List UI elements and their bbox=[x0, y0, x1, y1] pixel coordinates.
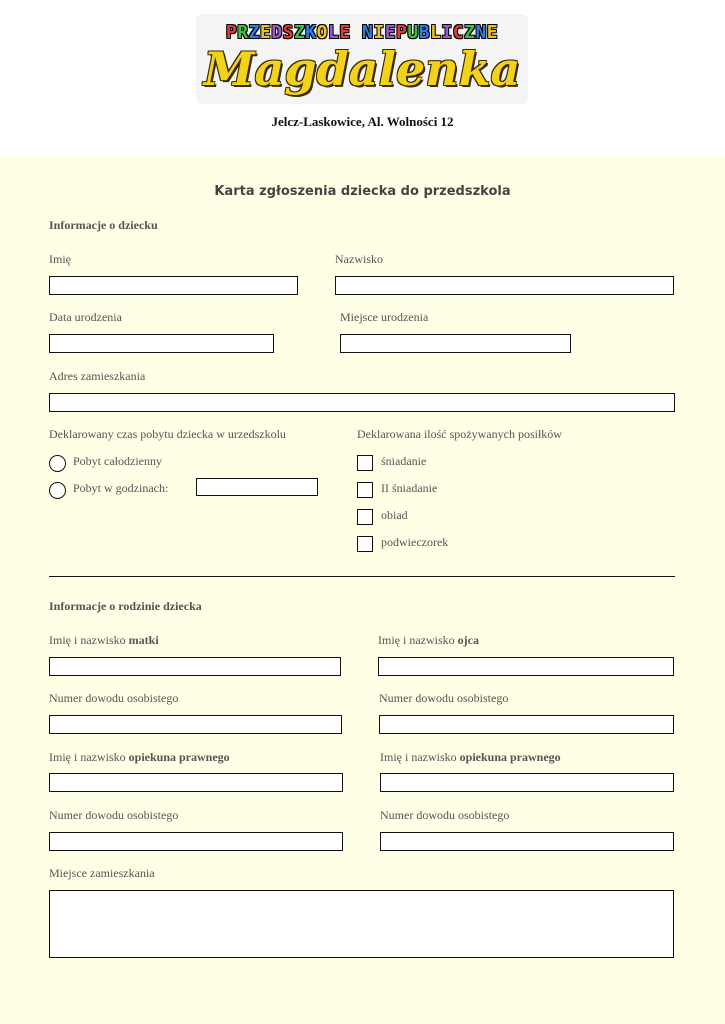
residence-label: Miejsce zamieszkania bbox=[49, 866, 155, 880]
stay-full-day-radio[interactable] bbox=[49, 455, 66, 472]
meal-breakfast-label: śniadanie bbox=[381, 454, 427, 468]
guardian-1-name-field[interactable] bbox=[49, 773, 343, 792]
birth-place-field[interactable] bbox=[340, 334, 571, 353]
preschool-logo bbox=[196, 14, 528, 104]
meals-label: Deklarowana ilość spożywanych posiłków bbox=[357, 427, 562, 441]
first-name-field[interactable] bbox=[49, 276, 298, 295]
residence-textarea[interactable] bbox=[49, 890, 674, 958]
father-name-field[interactable] bbox=[378, 657, 674, 676]
meal-lunch-label: obiad bbox=[381, 508, 408, 522]
stay-hours-field[interactable] bbox=[196, 478, 318, 496]
logo-main-text: Magdalenka bbox=[203, 42, 521, 96]
father-id-field[interactable] bbox=[379, 715, 674, 734]
birth-place-label: Miejsce urodzenia bbox=[340, 310, 429, 324]
logo-top-text: PRZEDSZKOLE NIEPUBLICZNE bbox=[225, 22, 499, 43]
address-field[interactable] bbox=[49, 393, 675, 412]
guardian-2-id-label: Numer dowodu osobistego bbox=[380, 808, 510, 822]
mother-id-field[interactable] bbox=[49, 715, 342, 734]
birth-date-label: Data urodzenia bbox=[49, 310, 122, 324]
guardian-2-id-field[interactable] bbox=[380, 832, 674, 851]
guardian-2-name-label: Imię i nazwisko opiekuna prawnego bbox=[380, 750, 561, 764]
stay-full-day-label: Pobyt całodzienny bbox=[73, 454, 162, 468]
mother-id-label: Numer dowodu osobistego bbox=[49, 691, 179, 705]
meal-second-breakfast-label: II śniadanie bbox=[381, 481, 438, 495]
guardian-1-id-label: Numer dowodu osobistego bbox=[49, 808, 179, 822]
guardian-1-id-field[interactable] bbox=[49, 832, 343, 851]
stay-hours-label: Pobyt w godzinach: bbox=[73, 481, 169, 495]
meal-lunch-checkbox[interactable] bbox=[357, 509, 373, 525]
father-id-label: Numer dowodu osobistego bbox=[379, 691, 509, 705]
birth-date-field[interactable] bbox=[49, 334, 274, 353]
page-header bbox=[0, 0, 725, 156]
meal-afternoon-snack-checkbox[interactable] bbox=[357, 536, 373, 552]
form-title: Karta zgłoszenia dziecka do przedszkola bbox=[214, 184, 511, 199]
meal-second-breakfast-checkbox[interactable] bbox=[357, 482, 373, 498]
father-name-label: Imię i nazwisko ojca bbox=[378, 633, 479, 647]
stay-hours-radio[interactable] bbox=[49, 482, 66, 499]
meal-breakfast-checkbox[interactable] bbox=[357, 455, 373, 471]
section-divider bbox=[49, 576, 675, 577]
child-section-heading: Informacje o dziecku bbox=[49, 218, 158, 232]
family-section-heading: Informacje o rodzinie dziecka bbox=[49, 599, 202, 613]
address-label: Adres zamieszkania bbox=[49, 369, 146, 383]
stay-duration-label: Deklarowany czas pobytu dziecka w urzedszkolu bbox=[49, 427, 286, 441]
last-name-field[interactable] bbox=[335, 276, 674, 295]
mother-name-field[interactable] bbox=[49, 657, 341, 676]
first-name-label: Imię bbox=[49, 252, 71, 266]
guardian-2-name-field[interactable] bbox=[380, 773, 674, 792]
meal-afternoon-snack-label: podwieczorek bbox=[381, 535, 449, 549]
last-name-label: Nazwisko bbox=[335, 252, 383, 266]
preschool-address: Jelcz-Laskowice, Al. Wolności 12 bbox=[271, 114, 454, 129]
mother-name-label: Imię i nazwisko matki bbox=[49, 633, 159, 647]
guardian-1-name-label: Imię i nazwisko opiekuna prawnego bbox=[49, 750, 230, 764]
